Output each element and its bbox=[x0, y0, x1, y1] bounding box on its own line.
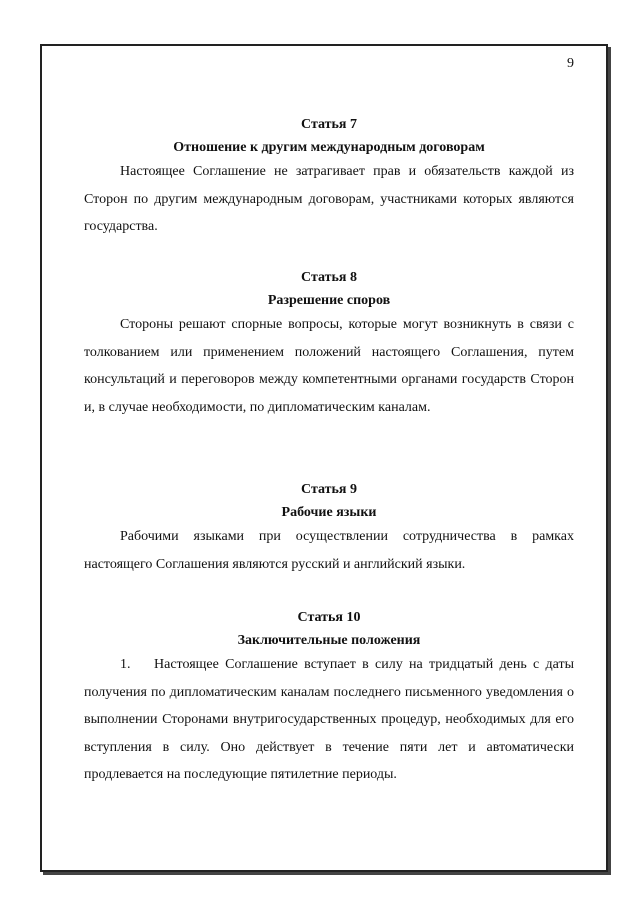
article-text: Стороны решают спорные вопросы, которые могут возникнуть в связи с толкованием или применением положений настоящего Соглашения, путем консультаций и переговоров между компетентными органами государств Сторон и, в случае необходимости, по дипломатическим каналам. bbox=[84, 317, 574, 415]
article-text: Настоящее Соглашение не затрагивает прав и обязательств каждой из Сторон по другим международным договорам, участниками которых являются государства. bbox=[84, 164, 574, 234]
page-number: 9 bbox=[567, 56, 574, 71]
article-text: Рабочими языками при осуществлении сотрудничества в рамках настоящего Соглашения являются русский и английский языки. bbox=[84, 529, 574, 572]
article-subtitle: Разрешение споров bbox=[267, 293, 391, 308]
article-subtitle: Отношение к другим международным договорам bbox=[173, 140, 485, 155]
article-8 bbox=[84, 270, 574, 421]
article-title: Статья 9 bbox=[301, 482, 357, 497]
article-subtitle: Рабочие языки bbox=[281, 505, 377, 520]
article-7 bbox=[84, 117, 574, 241]
article-text-item-1 bbox=[84, 651, 574, 789]
article-10 bbox=[84, 610, 574, 789]
item-number: 1. bbox=[120, 657, 131, 672]
article-title: Статья 10 bbox=[297, 610, 361, 625]
item-text: Настоящее Соглашение вступает в силу на тридцатый день с даты получения по дипломатическим каналам последнего письменного уведомления о выполнении Сторонами внутригосударственных процедур, необходимых для его вступления в силу. Оно действует в течение пяти лет и автоматически продлевается на последующие пятилетние периоды. bbox=[84, 657, 574, 782]
article-subtitle: Заключительные положения bbox=[237, 633, 421, 648]
article-title: Статья 7 bbox=[301, 117, 357, 132]
article-9 bbox=[84, 482, 574, 578]
article-title: Статья 8 bbox=[301, 270, 357, 285]
